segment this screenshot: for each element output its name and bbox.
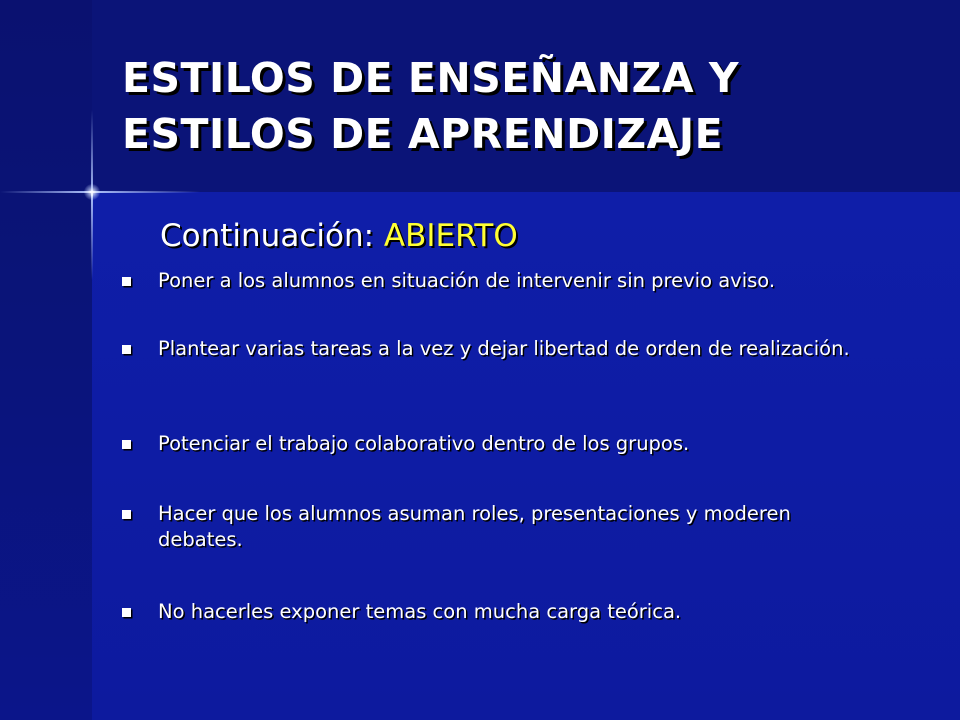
square-bullet-icon [122, 277, 131, 286]
bullet-item [118, 431, 858, 457]
square-bullet-icon [122, 345, 131, 354]
square-bullet-icon [122, 608, 131, 617]
slide-title [122, 50, 942, 162]
slide-subtitle [160, 214, 518, 258]
subtitle-highlight: ABIERTO [383, 218, 518, 254]
title-line-1: ESTILOS DE ENSEÑANZA Y [122, 54, 740, 102]
sparkle-icon [84, 184, 100, 200]
sparkle-horizontal-ray [0, 191, 200, 193]
left-band [0, 0, 92, 720]
bullet-text: No hacerles exponer temas con mucha carga teórica. [158, 600, 682, 623]
bullet-item [118, 336, 858, 362]
bullet-item [118, 599, 858, 625]
bullet-text: Potenciar el trabajo colaborativo dentro de los grupos. [158, 432, 690, 455]
bullet-item [118, 268, 858, 294]
square-bullet-icon [122, 440, 131, 449]
bullet-text: Plantear varias tareas a la vez y dejar libertad de orden de realización. [158, 337, 850, 360]
bullet-item [118, 501, 858, 553]
bullet-text: Hacer que los alumnos asuman roles, presentaciones y moderen debates. [158, 502, 791, 551]
title-line-2: ESTILOS DE APRENDIZAJE [122, 110, 724, 158]
bullet-text: Poner a los alumnos en situación de intervenir sin previo aviso. [158, 269, 776, 292]
subtitle-prefix: Continuación: [160, 218, 384, 254]
square-bullet-icon [122, 510, 131, 519]
